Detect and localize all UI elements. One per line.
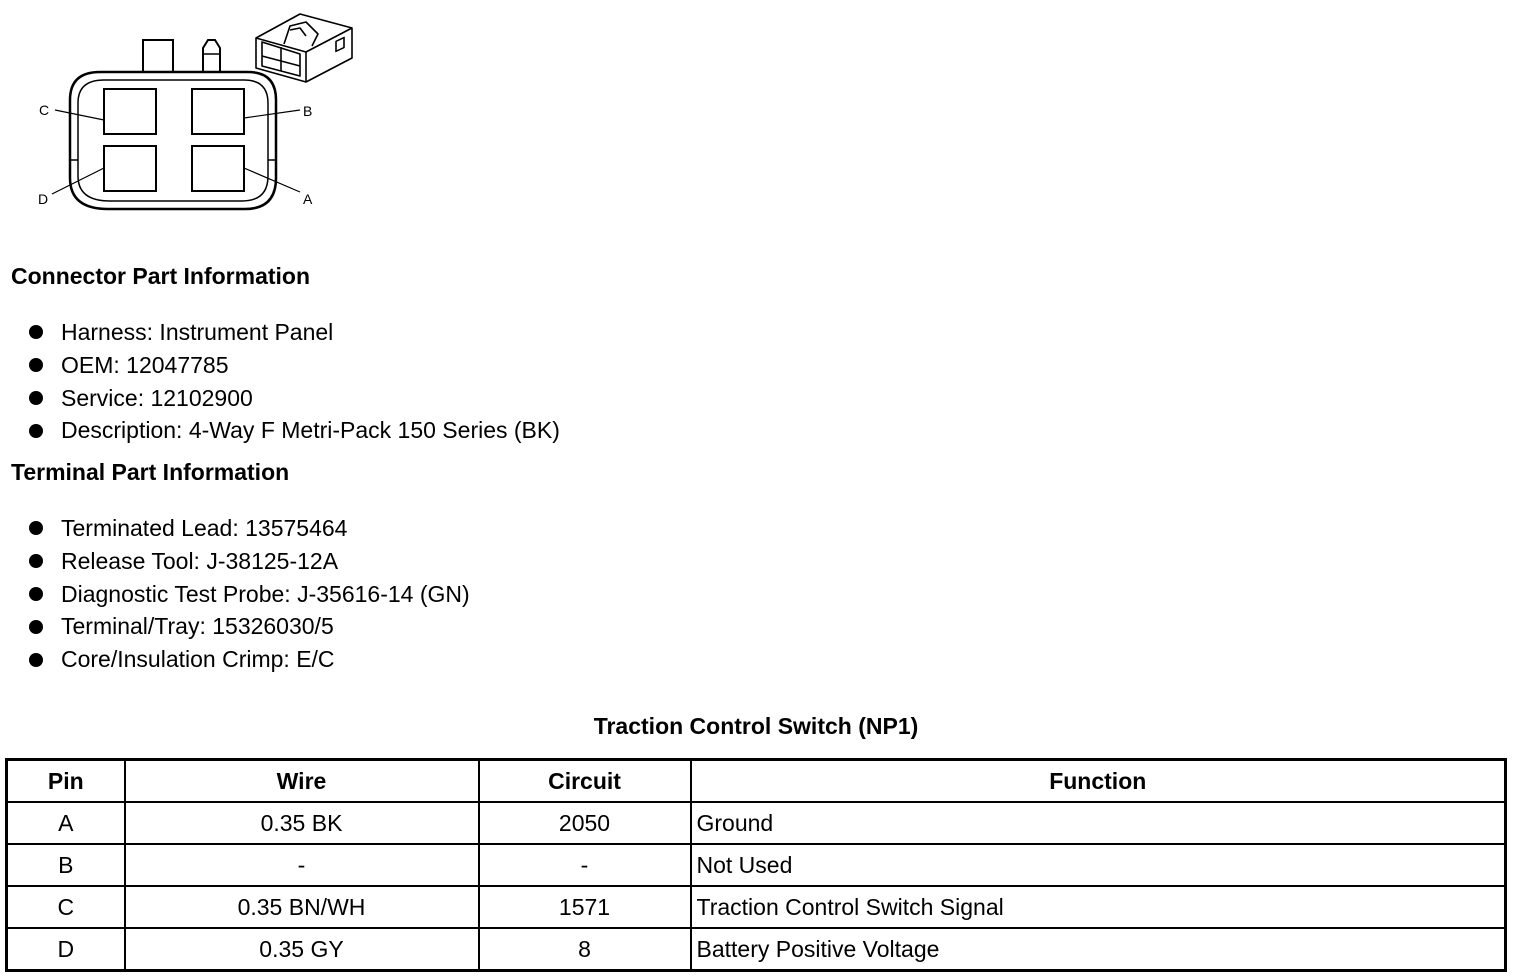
list-item (28, 414, 560, 447)
cell-function: Traction Control Switch Signal (691, 886, 1506, 928)
bullet-icon (29, 620, 43, 634)
cell-pin: B (7, 844, 125, 886)
cell-function: Ground (691, 802, 1506, 844)
cell-pin: C (7, 886, 125, 928)
cell-function: Battery Positive Voltage (691, 928, 1506, 971)
pin-label-d: D (38, 191, 49, 207)
terminal-info-test-probe: Diagnostic Test Probe: J-35616-14 (GN) (61, 580, 470, 607)
header-wire: Wire (125, 760, 479, 803)
table-title: Traction Control Switch (NP1) (593, 713, 919, 739)
bullet-icon (29, 653, 43, 667)
bullet-icon (29, 554, 43, 568)
pinout-table (5, 758, 1507, 972)
cell-wire: 0.35 BN/WH (125, 886, 479, 928)
cell-wire: 0.35 BK (125, 802, 479, 844)
cell-circuit: 8 (479, 928, 691, 971)
table-row (7, 928, 1506, 971)
table-row (7, 844, 1506, 886)
connector-diagram (0, 0, 370, 225)
list-item (28, 610, 470, 643)
connector-info-title: Connector Part Information (11, 263, 311, 289)
list-item (28, 349, 560, 382)
terminal-info-crimp: Core/Insulation Crimp: E/C (61, 646, 335, 673)
terminal-info-terminated-lead: Terminated Lead: 13575464 (61, 515, 348, 541)
connector-info-description: Description: 4-Way F Metri-Pack 150 Series (BK) (61, 417, 560, 444)
bullet-icon (29, 424, 43, 438)
cell-pin: D (7, 928, 125, 971)
cell-circuit: - (479, 844, 691, 886)
pin-label-b: B (303, 103, 313, 119)
cell-circuit: 2050 (479, 802, 691, 844)
terminal-info-title: Terminal Part Information (11, 459, 290, 485)
connector-housing (70, 72, 276, 209)
connector-info-service: Service: 12102900 (61, 384, 253, 411)
bullet-icon (29, 521, 43, 535)
cell-function: Not Used (691, 844, 1506, 886)
pin-label-c: C (39, 102, 50, 118)
bullet-icon (29, 325, 43, 339)
bullet-icon (29, 358, 43, 372)
bullet-icon (29, 391, 43, 405)
connector-info-list (28, 316, 560, 447)
connector-isometric-icon (256, 14, 352, 82)
list-item (28, 382, 560, 415)
terminal-info-list (28, 512, 470, 676)
cell-wire: - (125, 844, 479, 886)
connector-info-oem: OEM: 12047785 (61, 351, 229, 378)
bullet-icon (29, 587, 43, 601)
cell-pin: A (7, 802, 125, 844)
connector-info-harness: Harness: Instrument Panel (61, 319, 334, 345)
header-function: Function (691, 760, 1506, 803)
connector-lock-tab (143, 40, 173, 73)
terminal-info-terminal-tray: Terminal/Tray: 15326030/5 (61, 613, 334, 640)
table-row (7, 886, 1506, 928)
list-item (28, 316, 560, 349)
terminal-info-release-tool: Release Tool: J-38125-12A (61, 547, 339, 574)
table-header-row (7, 760, 1506, 803)
list-item (28, 643, 470, 676)
list-item (28, 512, 470, 545)
header-pin: Pin (7, 760, 125, 803)
cell-circuit: 1571 (479, 886, 691, 928)
pin-label-a: A (303, 191, 313, 207)
cell-wire: 0.35 GY (125, 928, 479, 971)
header-circuit: Circuit (479, 760, 691, 803)
list-item (28, 545, 470, 578)
list-item (28, 578, 470, 611)
table-row (7, 802, 1506, 844)
